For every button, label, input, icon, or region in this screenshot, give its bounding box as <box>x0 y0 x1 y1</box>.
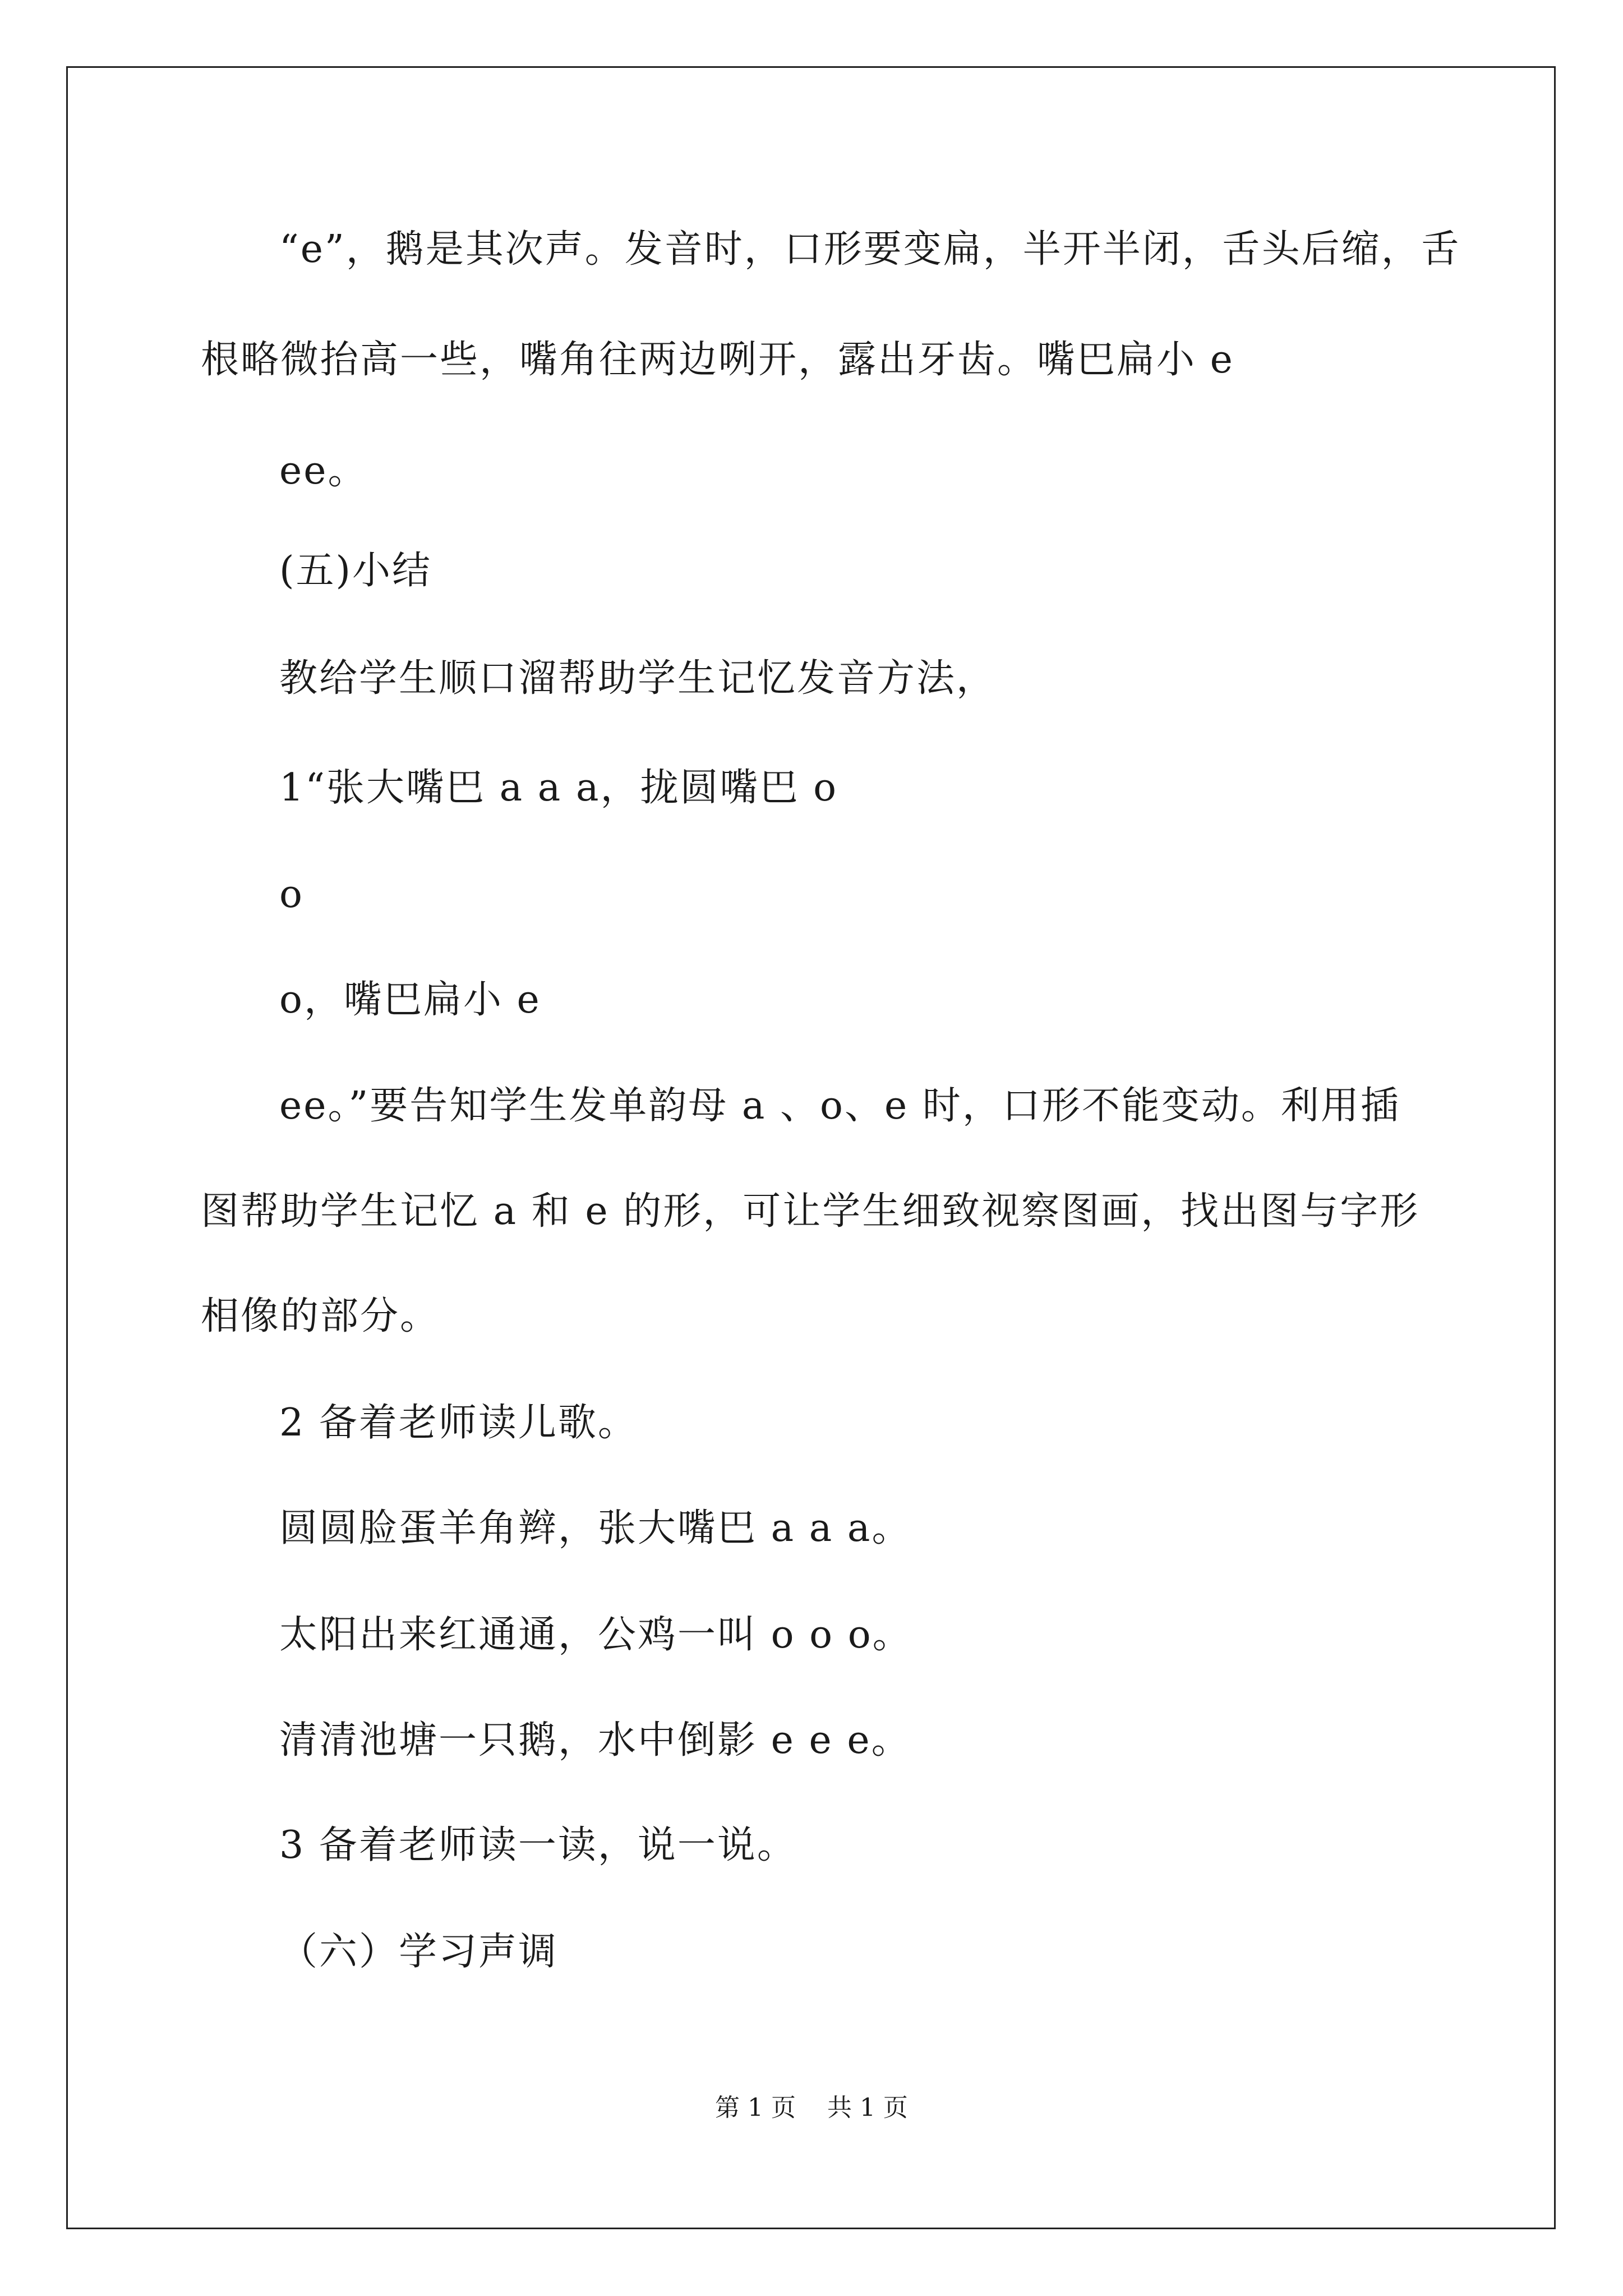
text-line: “e”，鹅是其次声。发音时，口形要变扁，半开半闭，舌头后缩，舌 <box>279 227 1461 272</box>
text-line: 圆圆脸蛋羊角辫，张大嘴巴 a a a。 <box>279 1506 912 1550</box>
page-frame <box>66 66 1556 2229</box>
text-line: 图帮助学生记忆 a 和 e 的形，可让学生细致视察图画，找出图与字形 <box>201 1189 1420 1234</box>
text-line: 太阳出来红通通，公鸡一叫 o o o。 <box>279 1613 912 1657</box>
text-line: 相像的部分。 <box>201 1294 440 1338</box>
section-heading: (五)小结 <box>279 549 432 593</box>
section-heading: （六）学习声调 <box>279 1930 559 1974</box>
text-line: 清清池塘一只鹅，水中倒影 e e e。 <box>279 1718 911 1763</box>
text-line: 1“张大嘴巴 a a a，拢圆嘴巴 o <box>279 766 838 810</box>
text-line: 教给学生顺口溜帮助学生记忆发音方法， <box>279 656 997 701</box>
text-line: 根略微抬高一些，嘴角往两边咧开，露出牙齿。嘴巴扁小 e <box>201 338 1234 382</box>
text-line: o，嘴巴扁小 e <box>279 978 541 1022</box>
text-line: 2 备着老师读儿歌。 <box>279 1401 638 1445</box>
text-line: ee。”要告知学生发单韵母 a 、o、e 时，口形不能变动。利用插 <box>279 1084 1400 1128</box>
text-line: o <box>279 872 304 917</box>
page-number-footer: 第 1 页 共 1 页 <box>715 2093 908 2122</box>
text-line: ee。 <box>279 449 368 493</box>
text-line: 3 备着老师读一读，说一说。 <box>279 1823 797 1867</box>
